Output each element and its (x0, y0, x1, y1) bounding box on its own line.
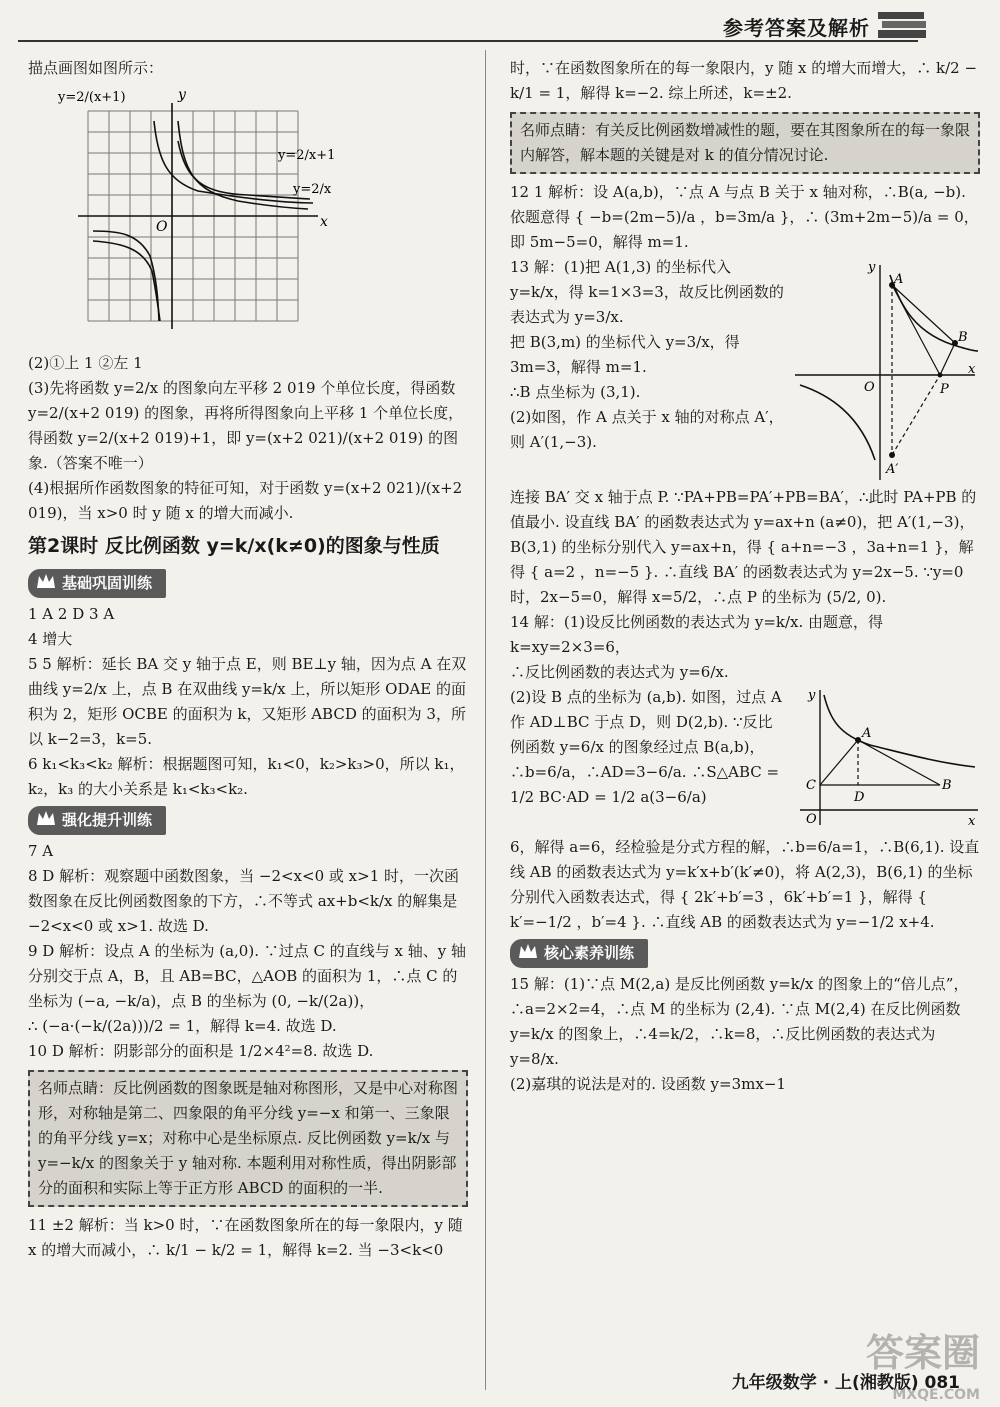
fig13-label-x: x (968, 362, 976, 377)
left-column (28, 56, 468, 1263)
answer-12: 12 1 解析：设 A(a,b)，∵点 A 与点 B 关于 x 轴对称，∴B(a, −b). 依题意得 { −b=(2m−5)/a ，b=3m/a }，∴ (3m+2m−5)/a = 0，即 5m−5=0，解得 m=1. (510, 183, 979, 251)
answer-14b: ∴反比例函数的表达式为 y=6/x. (510, 663, 729, 681)
answer-7: 7 A (28, 842, 54, 860)
answer-p2: (2)①上 1 ②左 1 (28, 354, 143, 372)
answer-14c: (2)设 B 点的坐标为 (a,b). 如图，过点 A 作 AD⊥BC 于点 D，则 D(2,b). ∵反比例函数 y=6/x 的图象经过点 B(a,b)，∴b=6/a，∴AD=3−6/a. ∴S△ABC = 1/2 BC·AD = 1/2 a(3−6/a) (510, 688, 782, 806)
fig13-label-y: y (868, 260, 876, 275)
answer-1-3: 1 A 2 D 3 A (28, 605, 115, 623)
crown-icon (36, 809, 56, 827)
q13-block (510, 255, 980, 610)
teacher-tip-2: 名师点睛：有关反比例函数增减性的题，要在其图象所在的每一象限内解答，解本题的关键是对 k 的值分情况讨论. (510, 112, 980, 174)
fig13-label-o: O (864, 380, 875, 395)
answer-15b: (2)嘉琪的说法是对的. 设函数 y=3mx−1 (510, 1075, 786, 1093)
label-origin: O (156, 219, 168, 235)
banner-basic-label: 基础巩固训练 (62, 574, 153, 592)
header-title: 参考答案及解析 (723, 16, 870, 40)
answer-13e: 连接 BA′ 交 x 轴于点 P. ∵PA+PB=PA′+PB=BA′，∴此时 PA+PB 的值最小. 设直线 BA′ 的函数表达式为 y=ax+n (a≠0)，把 A′(1,−3)，B(3,1) 的坐标分别代入 y=ax+n，得 { a+n=−3 ，3a+n=1 }，解得 { a=2 ，n=−5 }. ∴直线 BA′ 的函数表达式为 y=2x−5. ∵y=0 时，2x−5=0，解得 x=5/2，∴点 P 的坐标为 (5/2, 0). (510, 488, 977, 606)
graph-figure (28, 81, 368, 351)
answer-6: 6 k₁<k₃<k₂ 解析：根据题图可知，k₁<0，k₂>k₃>0，所以 k₁，k₂，k₃ 的大小关系是 k₁<k₃<k₂. (28, 755, 465, 798)
label-x-axis: x (320, 214, 328, 230)
label-f2: y=2/x+1 (278, 148, 336, 163)
banner-basic (28, 569, 166, 598)
fig13-label-p: P (940, 382, 949, 397)
fig14-label-o: O (806, 812, 817, 827)
fig14-label-d: D (854, 790, 865, 805)
q14-block (510, 685, 980, 935)
answer-13c: ∴B 点坐标为 (3,1). (510, 383, 641, 401)
answer-11: 11 ±2 解析：当 k>0 时，∵在函数图象所在的每一象限内，y 随 x 的增大而减小，∴ k/1 − k/2 = 1，解得 k=2. 当 −3<k<0 (28, 1216, 463, 1259)
label-f3: y=2/x (293, 182, 332, 197)
figure-14 (790, 685, 980, 835)
label-y-axis: y (178, 87, 186, 103)
fig14-label-b: B (942, 778, 952, 793)
answer-11-cont: 时，∵在函数图象所在的每一象限内，y 随 x 的增大而增大，∴ k/2 − k/1 = 1，解得 k=−2. 综上所述，k=±2. (510, 59, 978, 102)
fig14-label-x: x (968, 814, 976, 829)
answer-13d: (2)如图，作 A 点关于 x 轴的对称点 A′，则 A′(1,−3). (510, 408, 784, 451)
intro-text: 描点画图如图所示： (28, 59, 164, 77)
fig14-label-a: A (862, 726, 872, 741)
answer-5: 5 5 解析：延长 BA 交 y 轴于点 E，则 BE⊥y 轴，因为点 A 在双曲线 y=2/x 上，点 B 在双曲线 y=k/x 上，所以矩形 ODAE 的面积为 2，矩形 OCBE 的面积为 k，又矩形 ABCD 的面积为 3，所以 k−2=3，k=5. (28, 655, 467, 748)
answer-13b: 把 B(3,m) 的坐标代入 y=3/x，得 3m=3，解得 m=1. (510, 333, 740, 376)
label-f1: y=2/(x+1) (58, 90, 126, 105)
answer-13a: 13 解：(1)把 A(1,3) 的坐标代入 y=k/x，得 k=1×3=3，故反比例函数的表达式为 y=3/x. (510, 258, 784, 326)
fig13-label-b: B (958, 330, 968, 345)
crown-icon (36, 572, 56, 590)
lesson-title: 第2课时 反比例函数 y=k/x(k≠0)的图象与性质 (28, 535, 440, 557)
answer-9b: ∴ (−a·(−k/(2a)))/2 = 1，解得 k=4. 故选 D. (28, 1017, 337, 1035)
header-rule (18, 40, 918, 42)
answer-10: 10 D 解析：阴影部分的面积是 1/2×4²=8. 故选 D. (28, 1042, 374, 1060)
teacher-tip-1: 名师点睛：反比例函数的图象既是轴对称图形，又是中心对称图形，对称轴是第二、四象限的角平分线 y=−x 和第一、三象限的角平分线 y=x；对称中心是坐标原点. 反比例函数 y=k/x 与 y=−k/x 的图象关于 y 轴对称. 本题利用对称性质，得出阴影部分的面积和实际上等于正方形 ABCD 的面积的一半. (28, 1070, 468, 1207)
footer-page-info: 九年级数学 · 上(湘教版) 081 (731, 1373, 960, 1393)
fig13-label-a: A (894, 272, 904, 287)
banner-core (510, 939, 648, 968)
watermark-logo: 答案圈 (865, 1331, 980, 1375)
banner-advanced-label: 强化提升训练 (62, 811, 153, 829)
fig14-label-c: C (806, 778, 816, 793)
answer-9: 9 D 解析：设点 A 的坐标为 (a,0). ∵过点 C 的直线与 x 轴、y 轴分别交于点 A，B，且 AB=BC，△AOB 的面积为 1，∴点 C 的坐标为 (−a, −k/a)，点 B 的坐标为 (0, −k/(2a))， (28, 942, 466, 1010)
banner-advanced (28, 806, 166, 835)
answer-14a: 14 解：(1)设反比例函数的表达式为 y=k/x. 由题意，得 k=xy=2×3=6， (510, 613, 884, 656)
answer-14d: 6，解得 a=6，经检验是分式方程的解，∴b=6/a=1，∴B(6,1). 设直线 AB 的函数表达式为 y=k′x+b′(k′≠0)，将 A(2,3)，B(6,1) 的坐标分别代入函数表达式，得 { 2k′+b′=3 ，6k′+b′=1 }，解得 { k′=−1/2 ，b′=4 }. ∴直线 AB 的函数表达式为 y=−1/2 x+4. (510, 838, 980, 931)
answer-4: 4 增大 (28, 630, 73, 648)
answer-8: 8 D 解析：观察题中函数图象，当 −2<x<0 或 x>1 时，一次函数图象在反比例函数图象的下方，∴不等式 ax+b<k/x 的解集是 −2<x<0 或 x>1. 故选 D. (28, 867, 460, 935)
right-column (510, 56, 980, 1097)
figure-13 (790, 255, 980, 485)
answer-p4: (4)根据所作函数图象的特征可知，对于函数 y=(x+2 021)/(x+2 019)，当 x>0 时 y 随 x 的增大而减小. (28, 479, 463, 522)
fig13-label-aprime: A′ (886, 462, 899, 477)
crown-icon (518, 942, 538, 960)
answer-p3: (3)先将函数 y=2/x 的图象向左平移 2 019 个单位长度，得函数 y=2/(x+2 019) 的图象，再将所得图象向上平移 1 个单位长度，得函数 y=2/(x+2 019)+1，即 y=(x+2 021)/(x+2 019) 的图象.（答案不唯一） (28, 379, 464, 472)
books-icon (876, 8, 930, 42)
banner-core-label: 核心素养训练 (544, 944, 635, 962)
column-divider (485, 50, 486, 1390)
answer-15a: 15 解：(1)∵点 M(2,a) 是反比例函数 y=k/x 的图象上的“倍儿点”，∴a=2×2=4，∴点 M 的坐标为 (2,4). ∵点 M(2,4) 在反比例函数 y=k/x 的图象上，∴4=k/2，∴k=8，∴反比例函数的表达式为 y=8/x. (510, 975, 969, 1068)
fig14-label-y: y (808, 688, 816, 703)
watermark-url: MXQE.COM (892, 1387, 980, 1403)
